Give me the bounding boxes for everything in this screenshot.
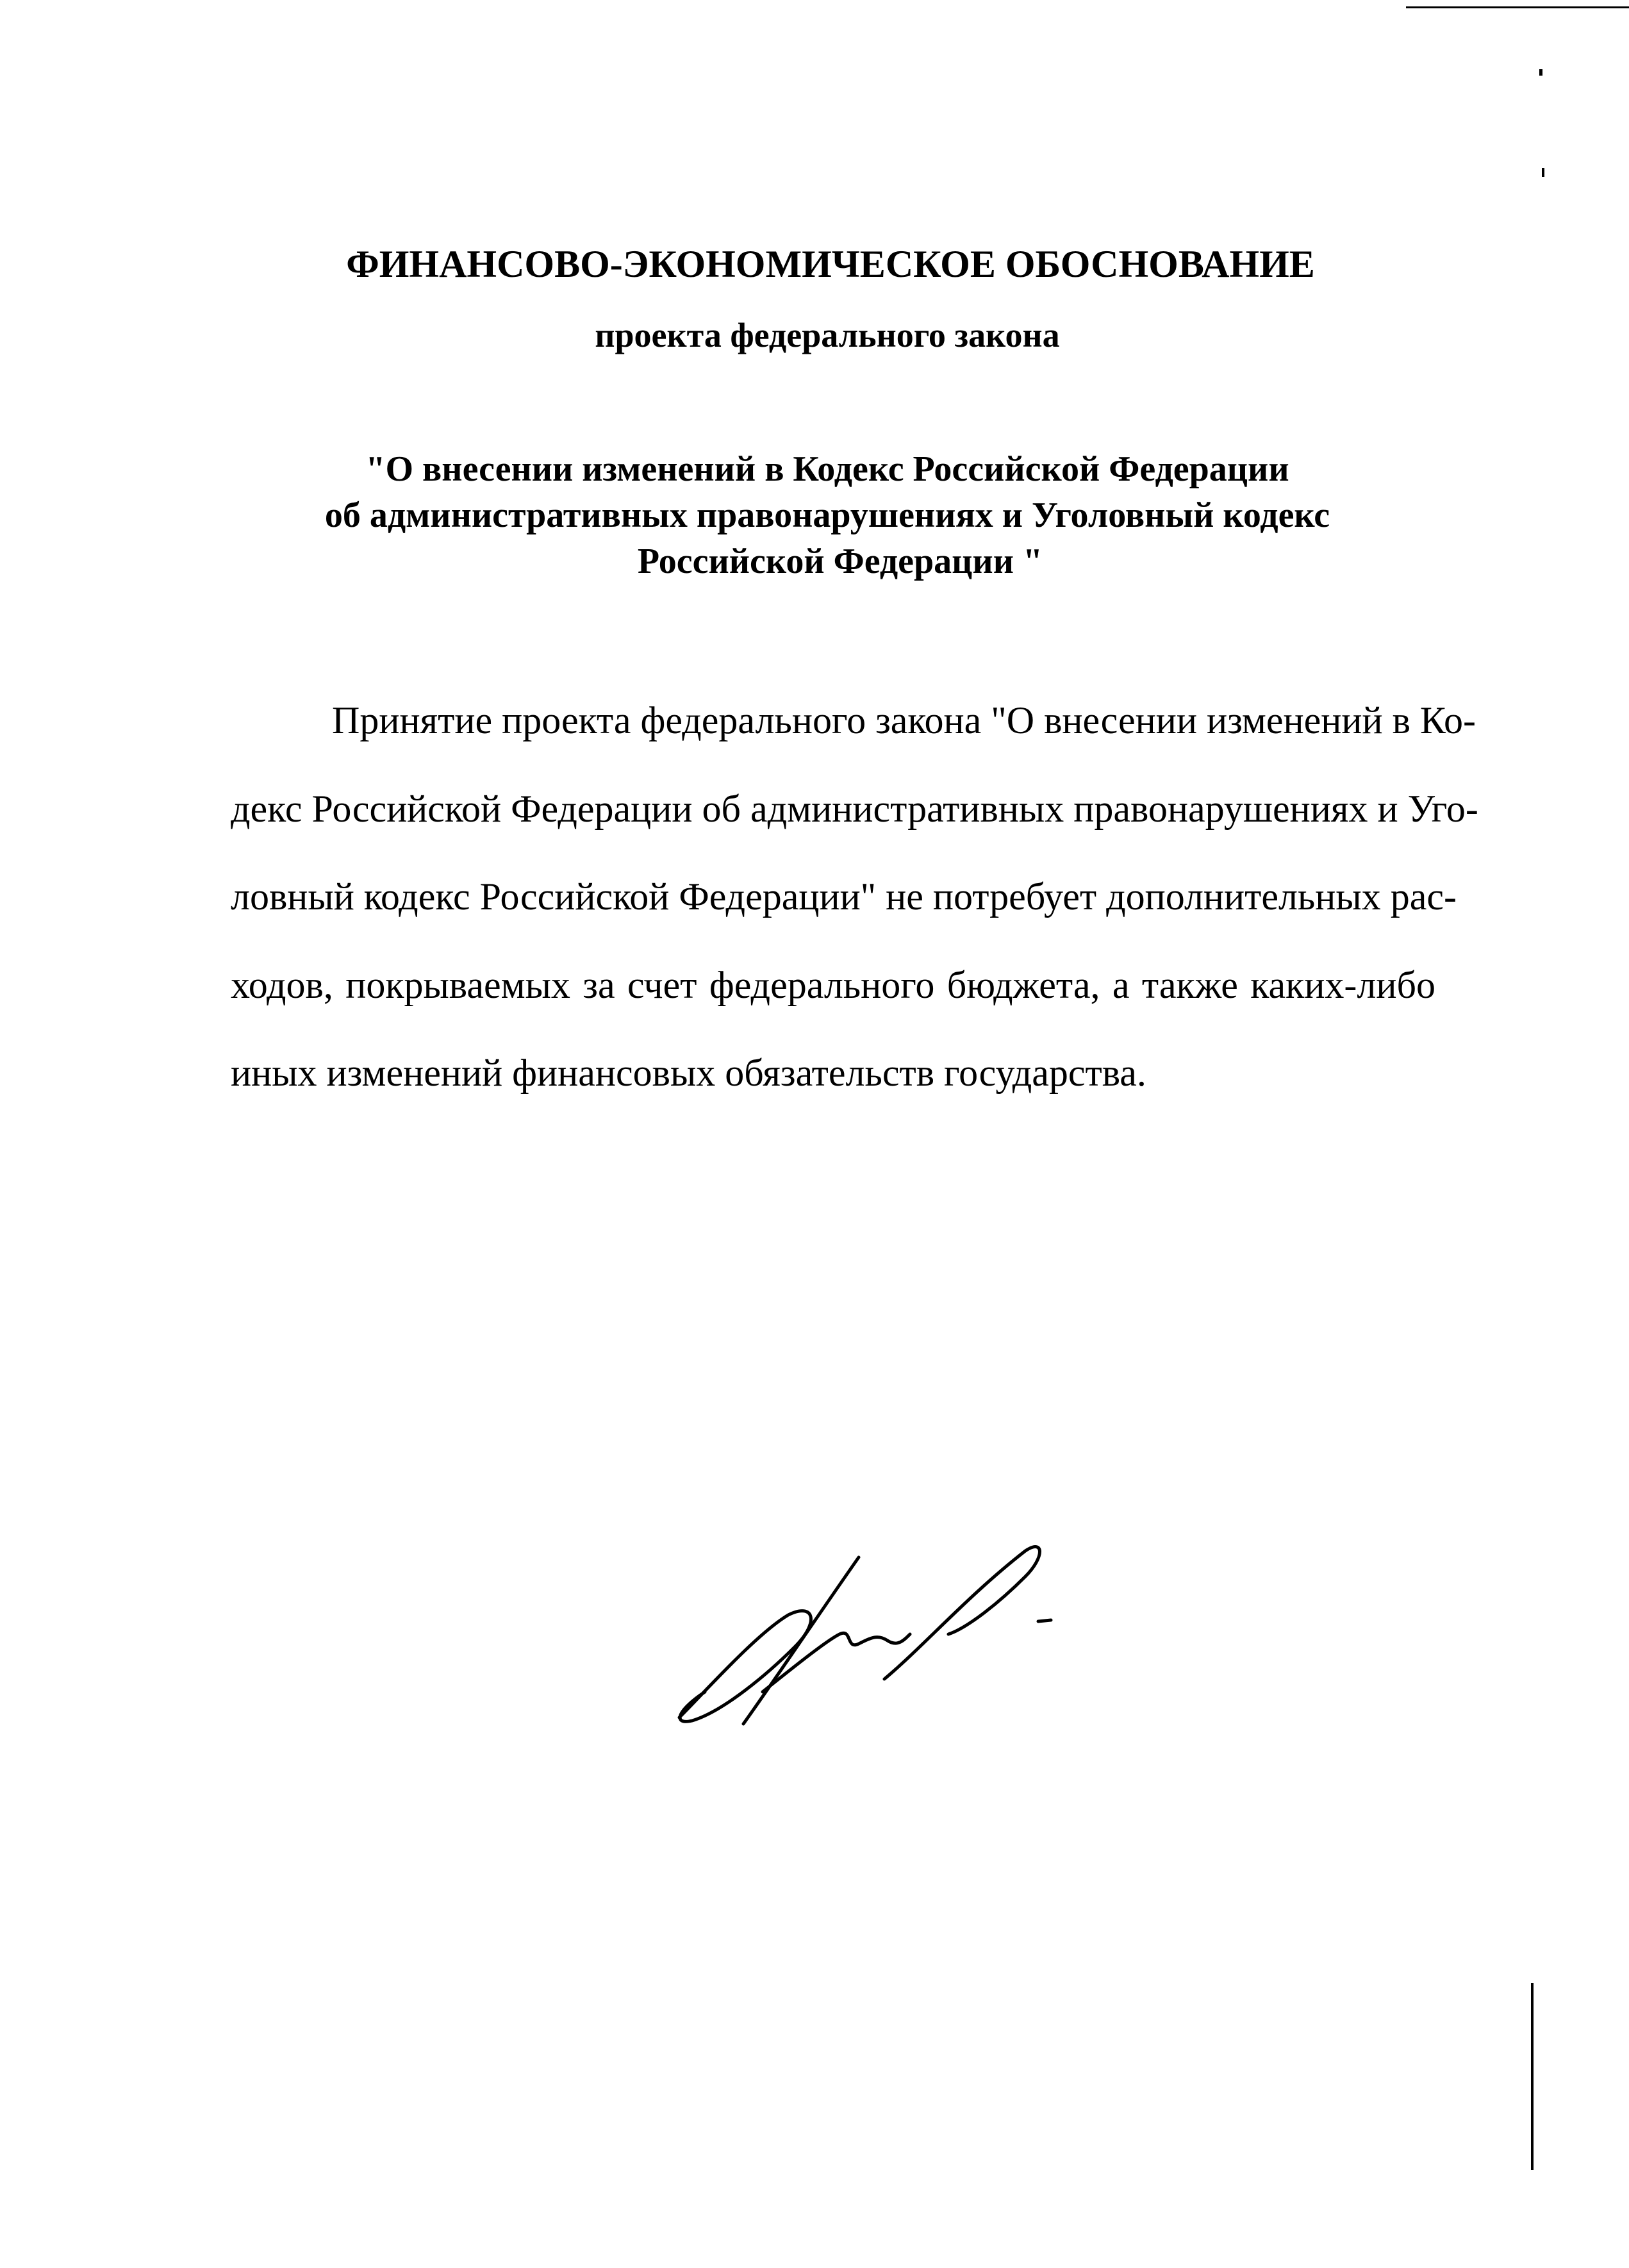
- scan-speck: [1539, 69, 1542, 76]
- body-line: Принятие проекта федерального закона "О внесении изменений в Ко-: [332, 699, 1476, 741]
- law-name-line: "О внесении изменений в Кодекс Российской Федерации: [365, 449, 1289, 489]
- document-title: ФИНАНСОВО-ЭКОНОМИЧЕСКОЕ ОБОСНОВАНИЕ: [346, 243, 1315, 285]
- body-line: декс Российской Федерации об административных правонарушениях и Уго-: [231, 788, 1478, 830]
- scan-speck: [1542, 168, 1544, 177]
- body-line: ловный кодекс Российской Федерации" не потребует дополнительных рас-: [231, 875, 1457, 918]
- signature: [666, 1538, 1064, 1737]
- document-subtitle: проекта федерального закона: [595, 316, 1060, 354]
- scan-edge-line-right: [1531, 1983, 1534, 2170]
- scan-edge-line-top: [1406, 6, 1629, 8]
- law-name-line: об административных правонарушениях и Уголовный кодекс: [324, 495, 1330, 535]
- law-name-line: Российской Федерации ": [637, 542, 1043, 581]
- body-line: ходов, покрываемых за счет федерального бюджета, а также каких-либо: [231, 964, 1435, 1006]
- body-line: иных изменений финансовых обязательств государства.: [231, 1052, 1146, 1094]
